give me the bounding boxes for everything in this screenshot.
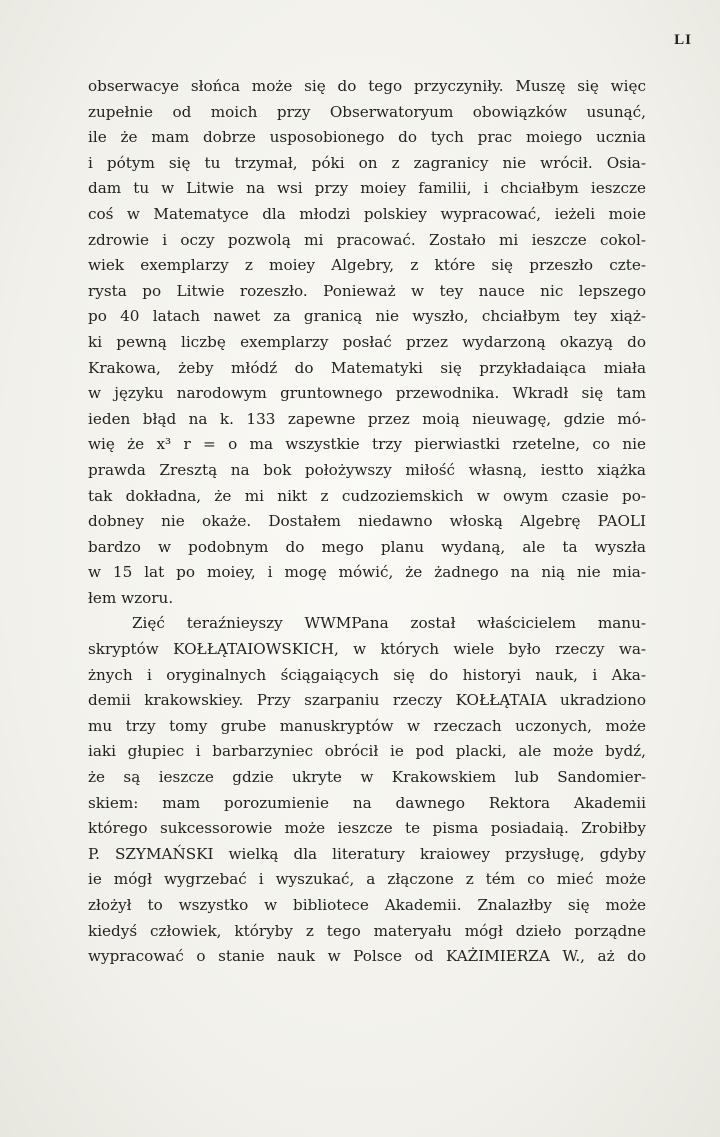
text-line: złożył to wszystko w bibliotece Akademii. Znalazłby się może <box>88 896 646 914</box>
page-number: LI <box>674 32 692 48</box>
text-line: bardzo w podobnym do mego planu wydaną, ale ta wyszła <box>88 537 646 556</box>
paragraph <box>88 611 646 969</box>
text-line: coś w Matematyce dla młodzi polskiey wypracować, ieżeli moie <box>88 204 646 223</box>
text-line: rysta po Litwie rozeszło. Ponieważ w tey nauce nic lepszego <box>88 281 646 300</box>
text-line: zdrowie i oczy pozwolą mi pracować. Zostało mi ieszcze cokol- <box>88 230 646 249</box>
paragraph <box>88 74 646 611</box>
text-line: ile że mam dobrze usposobionego do tych prac moiego ucznia <box>88 128 646 147</box>
text-line: łem wzoru. <box>88 588 174 607</box>
body-text <box>88 74 646 970</box>
text-line: ieden błąd na k. 133 zapewne przez moią nieuwagę, gdzie mó- <box>88 409 646 428</box>
text-line: iaki głupiec i barbarzyniec obrócił ie pod placki, ale może bydź, <box>88 742 646 761</box>
text-line: wypracować o stanie nauk w Polsce od KAŻIMIERZA W., aż do <box>88 947 646 966</box>
text-line: w 15 lat po moiey, i mogę mówić, że żadnego na nią nie mia- <box>88 563 646 582</box>
text-line: prawda Zresztą na bok położywszy miłość własną, iestto xiążka <box>88 460 646 479</box>
text-line: wię że x³ r = o ma wszystkie trzy pierwiastki rzetelne, co nie <box>88 435 646 454</box>
text-line: Krakowa, żeby młódź do Matematyki się przykładaiąca miała <box>88 358 646 377</box>
text-line: mu trzy tomy grube manuskryptów w rzeczach uczonych, może <box>88 716 646 735</box>
text-line: że są ieszcze gdzie ukryte w Krakowskiem lub Sandomier- <box>88 768 646 787</box>
text-line: po 40 latach nawet za granicą nie wyszło, chciałbym tey xiąż- <box>88 307 646 326</box>
text-line: kiedyś człowiek, któryby z tego materyału mógł dzieło porządne <box>88 921 646 940</box>
text-line: żnych i oryginalnych ściągaiących się do historyi nauk, i Aka- <box>88 665 646 684</box>
text-line: skiem: mam porozumienie na dawnego Rektora Akademii <box>88 793 646 812</box>
text-line: P. SZYMAŃSKI wielką dla literatury kraiowey przysługę, gdyby <box>88 844 646 863</box>
text-line: w języku narodowym gruntownego przewodnika. Wkradł się tam <box>88 384 646 403</box>
text-line: obserwacye słońca może się do tego przyczyniły. Muszę się więc <box>88 77 646 95</box>
text-line: Zięć teraźnieyszy WWMPana został właścicielem manu- <box>132 614 646 633</box>
text-line: tak dokładna, że mi nikt z cudzoziemskich w owym czasie po- <box>88 486 646 505</box>
text-line: i pótym się tu trzymał, póki on z zagranicy nie wrócił. Osia- <box>88 153 646 172</box>
text-line: wiek exemplarzy z moiey Algebry, z które się przeszło czte- <box>88 256 646 275</box>
text-line: demii krakowskiey. Przy szarpaniu rzeczy KOŁŁĄTAIA ukradziono <box>88 691 646 710</box>
text-line: ki pewną liczbę exemplarzy posłać przez wydarzoną okazyą do <box>88 332 646 351</box>
text-line: dam tu w Litwie na wsi przy moiey familii, i chciałbym ieszcze <box>88 179 646 198</box>
text-line: zupełnie od moich przy Obserwatoryum obowiązków usunąć, <box>88 102 646 121</box>
text-line: skryptów KOŁŁĄTAIOWSKICH, w których wiele było rzeczy wa- <box>88 640 646 659</box>
text-line: ie mógł wygrzebać i wyszukać, a złączone z tém co mieć może <box>88 870 646 889</box>
text-line: którego sukcessorowie może ieszcze te pisma posiadaią. Zrobiłby <box>88 819 646 838</box>
text-line: dobney nie okaże. Dostałem niedawno włoską Algebrę PAOLI <box>88 512 646 531</box>
